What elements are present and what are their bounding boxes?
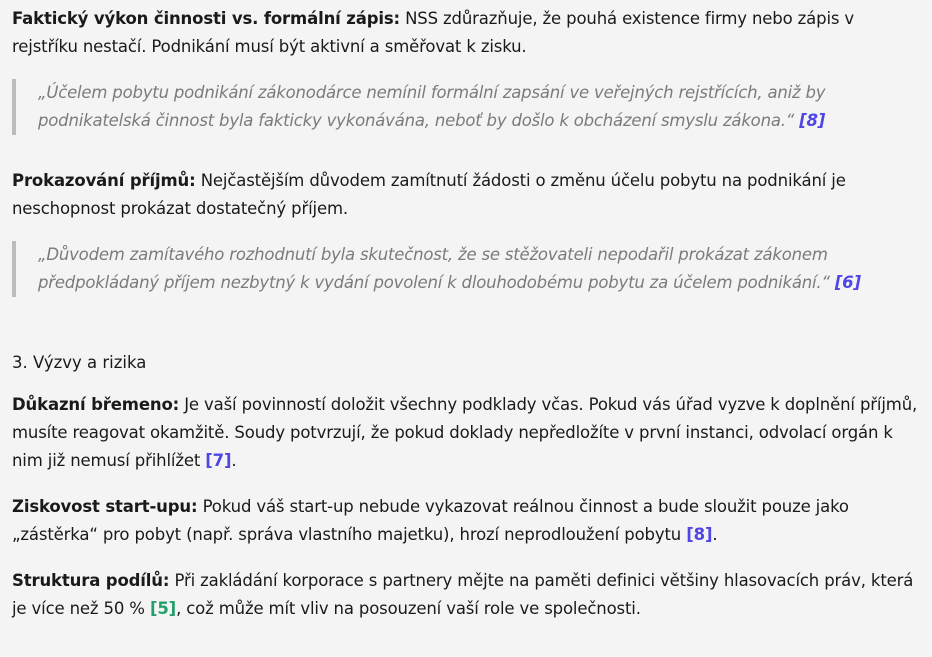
paragraph-text: Pokud váš start-up nebude vykazovat reálnou činnost a bude sloužit pouze jako „zástěrka“ pro pobyt (např. správa vlastního majetku), hrozí neprodloužení pobytu — [12, 497, 849, 544]
quote-text: „Účelem pobytu podnikání zákonodárce nemínil formální zapsání ve veřejných rejstřících, aniž by podnikatelská činnost byla fakticky vykonávána, neboť by došlo k obcházení smyslu zákona.“ — [38, 83, 826, 130]
term-income-proof: Prokazování příjmů: — [12, 171, 196, 190]
term-startup-profitability: Ziskovost start-upu: — [12, 497, 198, 516]
term-burden-of-proof: Důkazní břemeno: — [12, 395, 180, 414]
paragraph-factual-performance — [12, 5, 920, 61]
term-share-structure: Struktura podílů: — [12, 571, 170, 590]
term-factual-performance: Faktický výkon činnosti vs. formální zápis: — [12, 9, 400, 28]
paragraph-text-end: , což může mít vliv na posouzení vaší role ve společnosti. — [176, 599, 641, 618]
blockquote-factual — [12, 79, 920, 135]
blockquote-income — [12, 241, 920, 297]
paragraph-text: Je vaší povinností doložit všechny podklady včas. Pokud vás úřad vyzve k doplnění příjmů, musíte reagovat okamžitě. Soudy potvrzují, že pokud doklady nepředložíte v první instanci, odvolací orgán k nim již nemusí přihlížet — [12, 395, 918, 470]
paragraph-text: NSS zdůrazňuje, že pouhá existence firmy nebo zápis v rejstříku nestačí. Podnikání musí být aktivní a směřovat k zisku. — [12, 9, 855, 56]
citation-link-8[interactable]: [8] — [799, 111, 826, 130]
citation-link-6[interactable]: [6] — [834, 273, 861, 292]
quote-text: „Důvodem zamítavého rozhodnutí byla skutečnost, že se stěžovateli nepodařil prokázat zákonem předpokládaný příjem nezbytný k vydání povolení k dlouhodobému pobytu za účelem podnikání.“ — [38, 245, 830, 292]
paragraph-burden-of-proof — [12, 391, 920, 475]
paragraph-income-proof — [12, 167, 920, 223]
citation-link-5[interactable]: [5] — [149, 599, 177, 618]
paragraph-text-end: . — [712, 525, 718, 544]
section-heading-challenges: 3. Výzvy a rizika — [12, 353, 147, 372]
paragraph-text: Nejčastějším důvodem zamítnutí žádosti o změnu účelu pobytu na podnikání je neschopnost prokázat dostatečný příjem. — [12, 171, 846, 218]
paragraph-text: Při zakládání korporace s partnery mějte na paměti definici většiny hlasovacích práv, která je více než 50 % — [12, 571, 914, 618]
citation-link-8[interactable]: [8] — [686, 525, 713, 544]
paragraph-text-end: . — [231, 451, 237, 470]
paragraph-startup-profitability — [12, 493, 920, 549]
citation-link-7[interactable]: [7] — [205, 451, 232, 470]
paragraph-share-structure — [12, 567, 920, 623]
